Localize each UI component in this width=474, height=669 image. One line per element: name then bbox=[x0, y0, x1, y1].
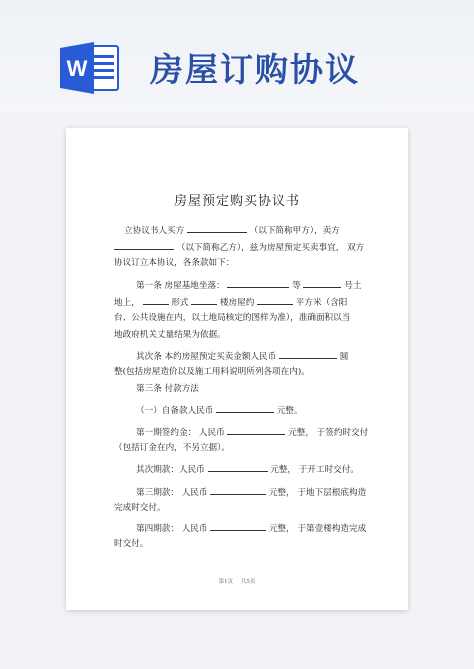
text: 立协议书人买方 bbox=[124, 226, 185, 236]
fill-blank bbox=[216, 404, 274, 413]
page-number: 第1页 bbox=[218, 579, 234, 585]
paragraph-line: 时交付。 bbox=[114, 539, 149, 549]
paragraph-line bbox=[136, 404, 303, 417]
fill-blank bbox=[227, 426, 285, 435]
text: 其次条 本约房屋预定买卖金额人民币 bbox=[136, 352, 277, 362]
text: 元整， 于签约时交付 bbox=[288, 428, 369, 438]
text: （一）自备款人民币 bbox=[136, 406, 214, 416]
text: （以下简称乙方），兹为房屋预定买卖事宜， 双方 bbox=[176, 243, 365, 253]
paragraph-line bbox=[136, 350, 348, 363]
text: 号土 bbox=[344, 281, 362, 291]
banner-title: 房屋订购协议 bbox=[150, 50, 360, 89]
document-title: 房屋预定购买协议书 bbox=[173, 194, 300, 209]
paragraph-line bbox=[124, 224, 340, 237]
text: 等 bbox=[292, 281, 301, 291]
fill-blank bbox=[279, 350, 337, 359]
paragraph-line bbox=[136, 279, 361, 292]
text: 其次期款：人民币 bbox=[136, 465, 205, 475]
text: 楼房屋约 bbox=[219, 298, 255, 308]
fill-blank bbox=[303, 279, 341, 288]
paragraph-line bbox=[136, 426, 368, 439]
fill-blank bbox=[143, 296, 169, 305]
text: 第三期款： 人民币 bbox=[136, 488, 208, 498]
svg-text:W: W bbox=[66, 56, 88, 81]
word-icon bbox=[58, 40, 120, 96]
text: 元整， 于地下层根底构造 bbox=[268, 488, 367, 498]
fill-blank bbox=[227, 279, 289, 288]
fill-blank bbox=[257, 296, 293, 305]
fill-blank bbox=[191, 296, 217, 305]
text: 元整， 于开工时交付。 bbox=[270, 465, 359, 475]
paragraph-line: 完成时交付。 bbox=[114, 503, 166, 513]
page-total: 共5页 bbox=[240, 579, 256, 585]
text: 元整。 bbox=[276, 406, 303, 416]
text: 地上， bbox=[114, 298, 140, 308]
fill-blank bbox=[114, 241, 174, 250]
text: 圆 bbox=[339, 352, 349, 362]
text: 第一条 房屋基地坐落： bbox=[136, 281, 225, 291]
paragraph-line: 地政府机关丈量结果为依据。 bbox=[114, 330, 226, 340]
paragraph-line: 协议订立本协议，各条款如下： bbox=[114, 258, 235, 268]
fill-blank bbox=[208, 463, 268, 472]
text: （以下简称甲方），卖方 bbox=[249, 226, 340, 236]
paragraph-line: （包括订金在内，不另立据）。 bbox=[114, 443, 231, 453]
text: 第一期签约金： 人民币 bbox=[136, 428, 225, 438]
paragraph-line bbox=[114, 241, 364, 254]
text: 形式 bbox=[171, 298, 189, 308]
paragraph-line bbox=[114, 296, 347, 309]
page-footer bbox=[66, 577, 408, 585]
banner bbox=[0, 0, 474, 112]
text: 元整， 于第壹楼构造完成 bbox=[268, 524, 367, 534]
paragraph-line: 整(包括房屋造价以及施工用料说明所列各项在内)。 bbox=[114, 367, 310, 377]
paragraph-line: 第三条 付款方法 bbox=[136, 384, 199, 394]
paragraph-line bbox=[136, 486, 366, 499]
fill-blank bbox=[187, 224, 247, 233]
paragraph-line bbox=[136, 463, 359, 476]
document-page bbox=[66, 128, 408, 610]
fill-blank bbox=[210, 486, 266, 495]
paragraph-line: 台、公共设施在内，以土地局核定的图样为准），准确面积以当 bbox=[114, 313, 351, 323]
fill-blank bbox=[210, 522, 266, 531]
paragraph-line bbox=[136, 522, 366, 535]
text: 第四期款： 人民币 bbox=[136, 524, 208, 534]
text: 平方米（含阳 bbox=[295, 298, 348, 308]
